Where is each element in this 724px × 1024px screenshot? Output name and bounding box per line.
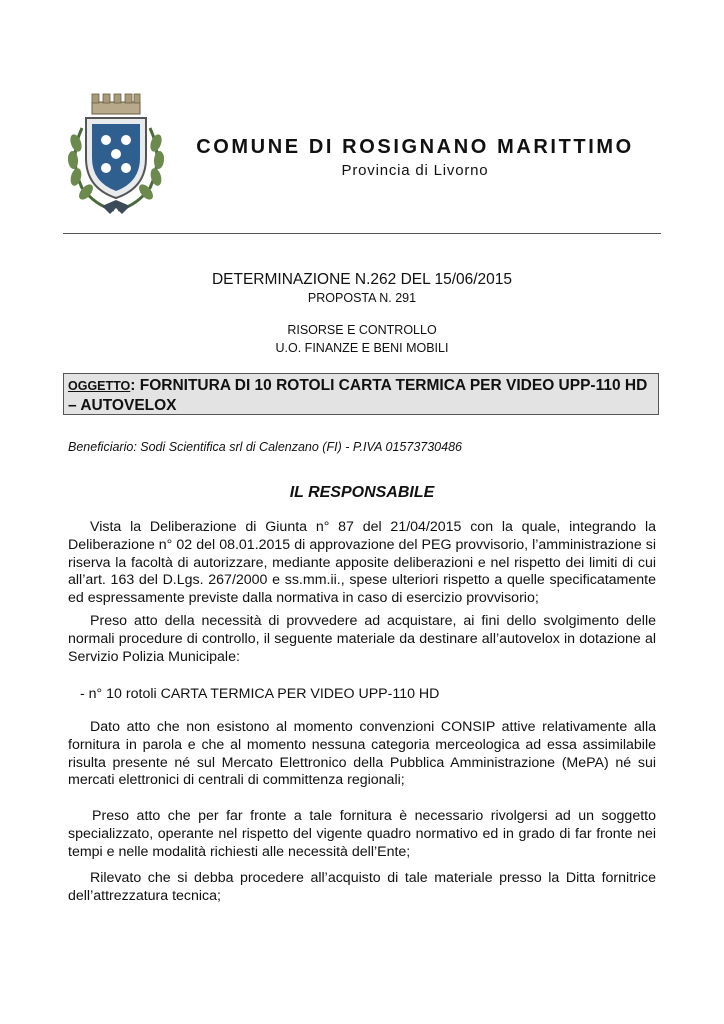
list-item-material: - n° 10 rotoli CARTA TERMICA PER VIDEO UPP-110 HD bbox=[80, 686, 440, 702]
subject-label: OGGETTO bbox=[68, 379, 131, 393]
beneficiary-line: Beneficiario: Sodi Scientifica srl di Calenzano (FI) - P.IVA 01573730486 bbox=[68, 440, 462, 454]
subject-text: FORNITURA DI 10 ROTOLI CARTA TERMICA PER VIDEO UPP-110 HD – AUTOVELOX bbox=[68, 377, 648, 414]
unit-name: U.O. FINANZE E BENI MOBILI bbox=[275, 341, 449, 355]
header-divider bbox=[63, 233, 661, 234]
coat-of-arms-icon bbox=[62, 88, 170, 216]
paragraph-preso-atto: Preso atto della necessità di provvedere ad acquistare, ai fini dello svolgimento delle normali procedure di controllo, il seguente materiale da destinare all’autovelox in dotazione al Servizio Polizia Municipale: bbox=[68, 613, 656, 665]
province-subtitle: Provincia di Livorno bbox=[341, 162, 489, 179]
subject-colon: : bbox=[130, 377, 140, 394]
subject-box bbox=[63, 373, 659, 415]
determinazione-title: DETERMINAZIONE N.262 DEL 15/06/2015 bbox=[211, 271, 513, 288]
section-heading: IL RESPONSABILE bbox=[289, 484, 435, 501]
paragraph-consip: Dato atto che non esistono al momento convenzioni CONSIP attive relativamente alla fornitura in parola e che al momento nessuna categoria merceologica ad essa assimilabile risulta presente né sul Mercato Elettronico della Pubblica Amministrazione (MePA) né sui mercati elettronici di centrali di committenza regionali; bbox=[68, 719, 656, 789]
paragraph-rilevato: Rilevato che si debba procedere all’acquisto di tale materiale presso la Ditta fornitrice dell’attrezzatura tecnica; bbox=[68, 870, 656, 904]
paragraph-deliberazione: Vista la Deliberazione di Giunta n° 87 del 21/04/2015 con la quale, integrando la Deliberazione n° 02 del 08.01.2015 di approvazione del PEG provvisorio, l’amministrazione si riserva la facoltà di autorizzare, mediante apposite deliberazioni e nel rispetto dei limiti di cui all’art. 163 del D.Lgs. 267/2000 e ss.mm.ii., spese ulteriori rispetto a quelle specificatamente ed espressamente previste dalla normativa in caso di esercizio provvisorio; bbox=[68, 519, 656, 607]
proposta-number: PROPOSTA N. 291 bbox=[307, 291, 417, 305]
department-name: RISORSE E CONTROLLO bbox=[287, 323, 437, 337]
paragraph-soggetto: Preso atto che per far fronte a tale fornitura è necessario rivolgersi ad un soggetto specializzato, operante nel rispetto del vigente quadro normativo ed in grado di far fronte nei tempi e nelle modalità richiesti alle necessità dell’Ente; bbox=[68, 808, 656, 860]
municipality-title: COMUNE DI ROSIGNANO MARITTIMO bbox=[196, 136, 634, 158]
